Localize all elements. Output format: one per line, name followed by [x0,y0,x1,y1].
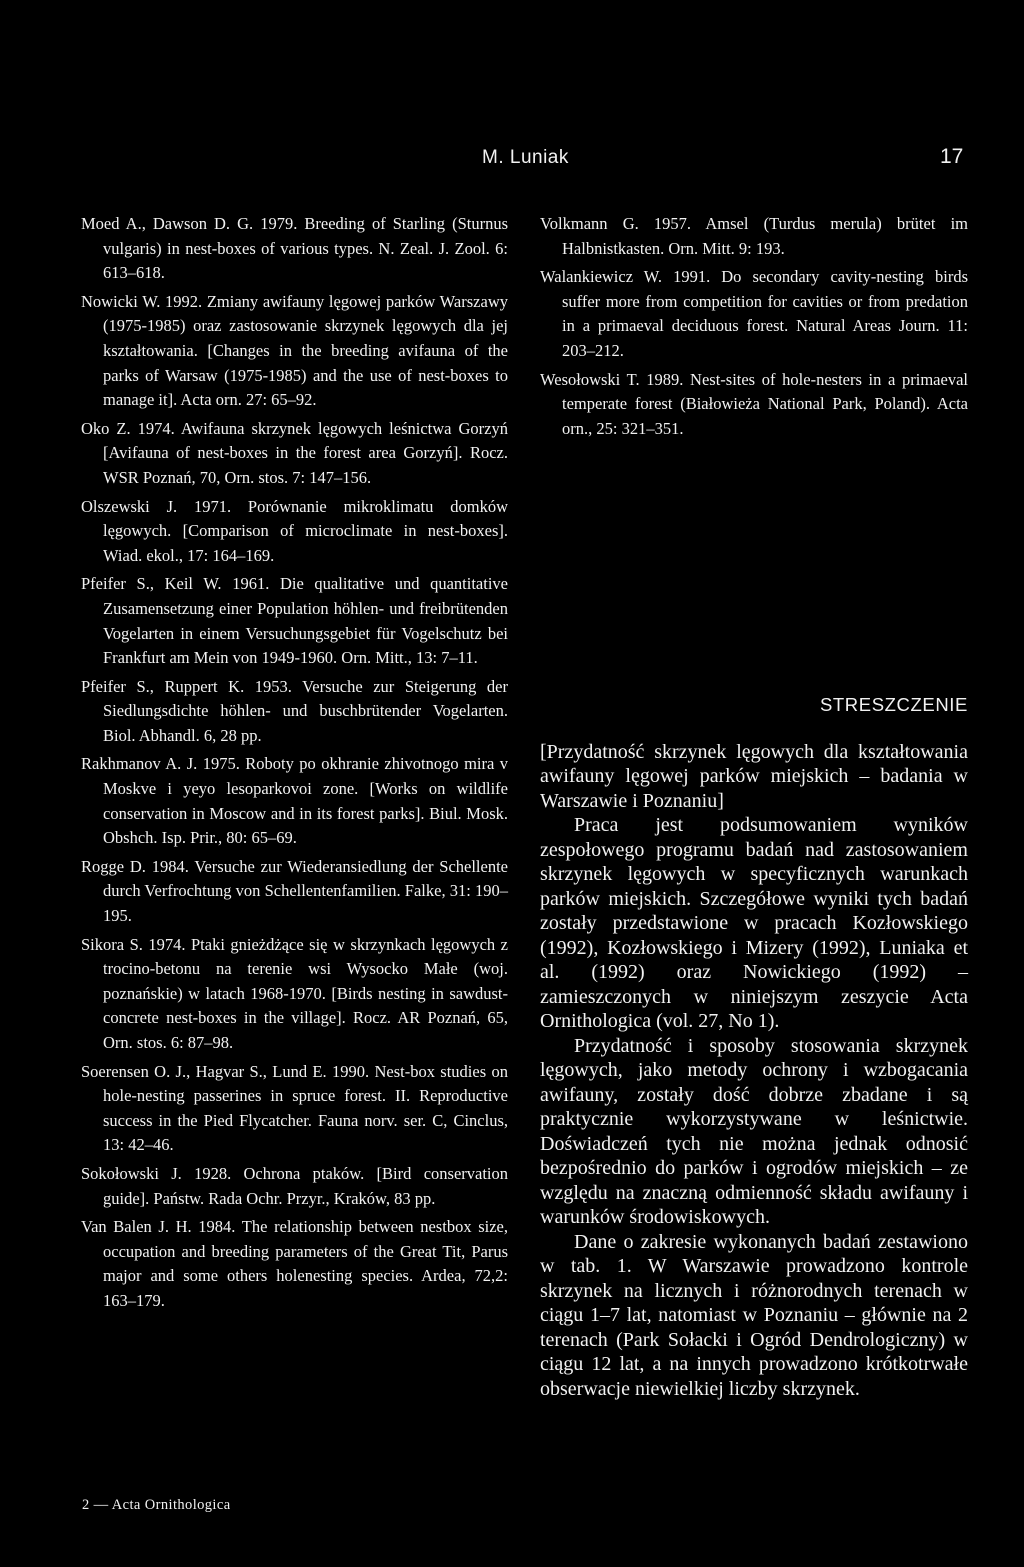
reference-entry: Moed A., Dawson D. G. 1979. Breeding of Starling (Sturnus vulgaris) in nest-boxes of various types. N. Zeal. J. Zool. 6: 613–618. [81,214,508,283]
reference-entry: Van Balen J. H. 1984. The relationship between nestbox size, occupation and breeding parameters of the Great Tit, Parus major and some others holenesting species. Ardea, 72,2: 163–179. [81,1217,508,1310]
references-left-column [81,212,508,1318]
reference-entry: Rogge D. 1984. Versuche zur Wiederansiedlung der Schellente durch Verfrochtung von Schellentenfamilien. Falke, 31: 190–195. [81,856,508,926]
signature-mark: 2 — Acta Ornithologica [82,1497,231,1513]
reference-entry: Rakhmanov A. J. 1975. Roboty po okhranie zhivotnogo mira v Moskve i yeyo lesoparkovoi zone. [Works on wildlife conservation in Moscow and in its forest parks]. Biul. Mosk. Obshch. Isp. Prir., 80: 65–69. [81,754,508,848]
reference-entry: Pfeifer S., Keil W. 1961. Die qualitative und quantitative Zusamensetzung einer Population höhlen- und freibrütenden Vogelarten in einem Versuchungsgebiet für Vogelschutz bei Frankfurt am Mein von 1949-1960. Orn. Mitt., 13: 7–11. [81,574,508,668]
reference-entry: Wesołowski T. 1989. Nest-sites of hole-nesters in a primaeval temperate forest (Białowieża National Park, Poland). Acta orn., 25: 321–351. [540,369,968,438]
reference-entry: Oko Z. 1974. Awifauna skrzynek lęgowych leśnictwa Gorzyń [Avifauna of nest-boxes in the forest area Gorzyń]. Rocz. WSR Poznań, 70, Orn. stos. 7: 147–156. [81,418,508,487]
reference-entry: Nowicki W. 1992. Zmiany awifauny lęgowej parków Warszawy (1975-1985) oraz zastosowanie skrzynek lęgowych dla jej kształtowania. [Changes in the breeding avifauna of the parks of Warsaw (1975-1985) and the use of nest-boxes to manage it]. Acta orn. 27: 65–92. [81,291,508,410]
reference-entry: Volkmann G. 1957. Amsel (Turdus merula) brütet im Halbnistkasten. Orn. Mitt. 9: 193. [540,214,968,258]
running-header-author: M. Luniak [482,147,569,168]
page-number: 17 [940,145,964,168]
summary-paragraph: Dane o zakresie wykonanych badań zestawiono w tab. 1. W Warszawie prowadzono kontrole skrzynek na licznych i różnorodnych terenach w ciągu 1–7 lat, natomiast w Poznaniu – głównie na 2 terenach (Park Sołacki i Ogród Dendrologiczny) w ciągu 12 lat, a na innych prowadzono krótkotrwałe obserwacje niewielkiej liczby skrzynek. [540,1230,968,1400]
reference-entry: Sikora S. 1974. Ptaki gnieżdżące się w skrzynkach lęgowych z trocino-betonu na terenie wsi Wysocko Małe (woj. poznańskie) w latach 1968-1970. [Birds nesting in sawdust-concrete nest-boxes in the village]. Rocz. AR Poznań, 65, Orn. stos. 6: 87–98. [81,934,508,1052]
reference-entry: Olszewski J. 1971. Porównanie mikroklimatu domków lęgowych. [Comparison of microclimate in nest-boxes]. Wiad. ekol., 17: 164–169. [81,496,508,565]
summary-paragraph: Praca jest podsumowaniem wyników zespołowego programu badań nad zastosowaniem skrzynek lęgowych w specyficznych warunkach parków miejskich. Szczegółowe wyniki tych badań zostały przedstawione w pracach Kozłowskiego (1992), Kozłowskiego i Mizery (1992), Luniaka et al. (1992) oraz Nowickiego (1992) – zamieszczonych w niniejszym zeszycie Acta Ornithologica (vol. 27, No 1). [540,814,968,1033]
summary-paragraph: Przydatność i sposoby stosowania skrzynek lęgowych, jako metody ochrony i wzbogacania awifauny, zostały dość dobrze zbadane i są praktycznie wykorzystywane w leśnictwie. Doświadczeń tych nie można jednak odnosić bezpośrednio do parków i ogrodów miejskich – ze względu na znaczną odmienność składu awifauny i warunków środowiskowych. [540,1034,968,1229]
right-column [540,212,968,1401]
reference-entry: Pfeifer S., Ruppert K. 1953. Versuche zur Steigerung der Siedlungsdichte höhlen- und buschbrütender Vogelarten. Biol. Abhandl. 6, 28 pp. [81,676,508,745]
summary-title: [Przydatność skrzynek lęgowych dla kształtowania awifauny lęgowej parków miejskich – badania w Warszawie i Poznaniu] [540,740,968,812]
reference-entry: Soerensen O. J., Hagvar S., Lund E. 1990. Nest-box studies on hole-nesting passerines in spruce forest. II. Reproductive success in the Pied Flycatcher. Fauna norv. ser. C, Cinclus, 13: 42–46. [81,1061,508,1155]
reference-entry: Walankiewicz W. 1991. Do secondary cavity-nesting birds suffer more from competition for cavities or from predation in a primaeval deciduous forest. Natural Areas Journ. 11: 203–212. [540,267,968,360]
summary-heading: STRESZCZENIE [819,694,968,716]
reference-entry: Sokołowski J. 1928. Ochrona ptaków. [Bird conservation guide]. Państw. Rada Ochr. Przyr., Kraków, 83 pp. [81,1163,508,1208]
